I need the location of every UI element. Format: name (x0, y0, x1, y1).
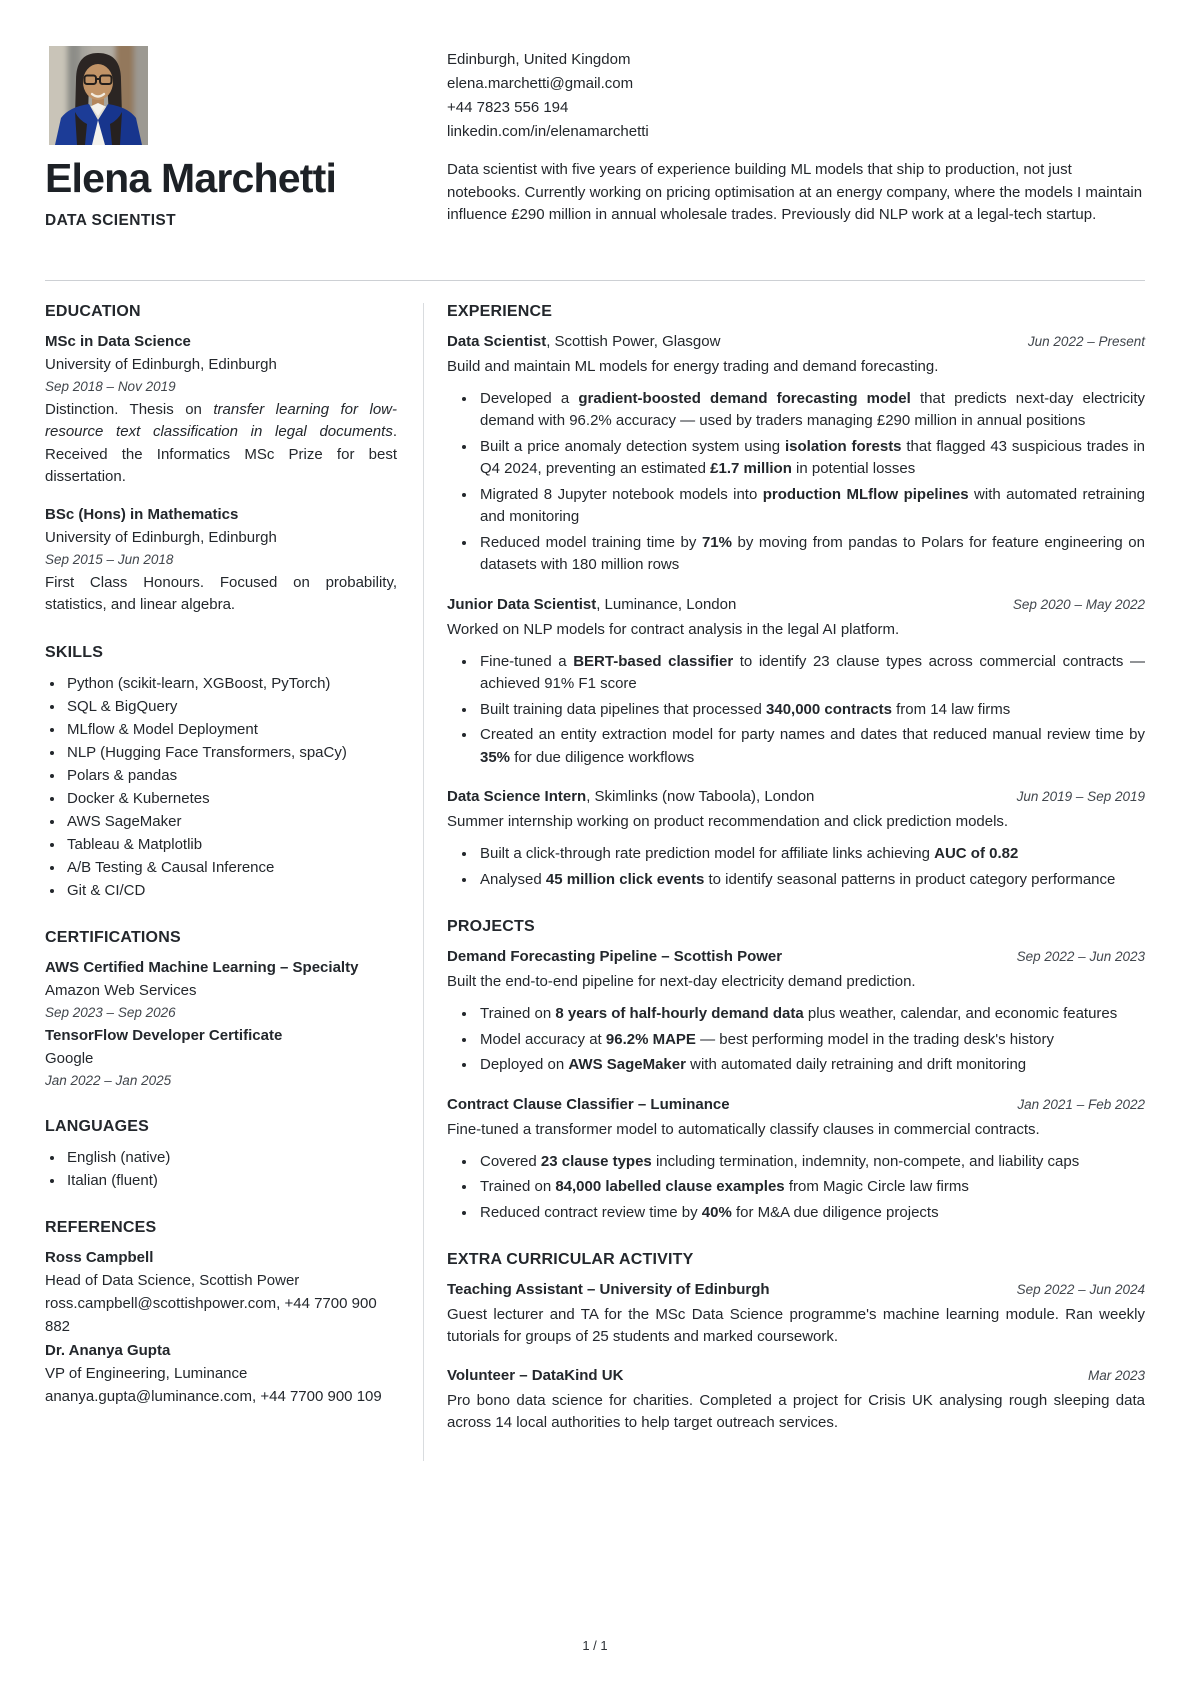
activity-title-line (447, 1279, 770, 1301)
header-divider (45, 280, 1145, 281)
section-projects (447, 918, 1145, 1224)
job-title: Data Scientist (447, 332, 547, 350)
bullet-item: • Reduced model training time by 71% by moving from pandas to Polars for feature engineering on datasets with 180 million rows (477, 532, 1145, 577)
page-number-indicator: 1 / 1 (582, 1638, 608, 1653)
project-title: Contract Clause Classifier – Luminance (447, 1095, 730, 1113)
experience-job (447, 594, 1145, 770)
job-bullet-list (447, 651, 1145, 770)
extra-curricular-item (447, 1365, 1145, 1434)
job-company: , Scottish Power, Glasgow (546, 332, 721, 350)
language-item: • English (native) (65, 1146, 397, 1169)
job-bullet-list (447, 388, 1145, 577)
certification-item (45, 957, 397, 1023)
reference-item (45, 1340, 397, 1408)
reference-name: Ross Campbell (45, 1248, 154, 1266)
reference-role: Head of Data Science, Scottish Power (45, 1271, 300, 1289)
section-languages (45, 1118, 397, 1192)
project-dates: Jan 2021 – Feb 2022 (1017, 1096, 1145, 1112)
bullet-item: • Trained on 84,000 labelled clause examples from Magic Circle law firms (477, 1176, 1145, 1199)
bullet-item: • Covered 23 clause types including termination, indemnity, non-compete, and liability caps (477, 1151, 1145, 1174)
activity-title: Volunteer – DataKind UK (447, 1367, 624, 1384)
project-header (447, 946, 1145, 968)
degree-title: MSc in Data Science (45, 332, 191, 350)
education-description: Distinction. Thesis on transfer learning for low-resource text classification in legal documents. Received the Informatics MSc Prize for best dissertation. (45, 400, 397, 485)
person-role-title: DATA SCIENTIST (45, 211, 177, 229)
activity-dates: Sep 2022 – Jun 2024 (1016, 1282, 1145, 1297)
skill-item: • SQL & BigQuery (65, 695, 397, 718)
skill-item: • Polars & pandas (65, 764, 397, 787)
reference-role: VP of Engineering, Luminance (45, 1364, 248, 1382)
job-summary: Worked on NLP models for contract analysis in the legal AI platform. (447, 620, 900, 638)
certification-org: Amazon Web Services (45, 981, 197, 999)
bullet-item: • Migrated 8 Jupyter notebook models into production MLflow pipelines with automated retraining and monitoring (477, 484, 1145, 529)
language-item: • Italian (fluent) (65, 1169, 397, 1192)
section-education (45, 303, 397, 617)
school-name: University of Edinburgh, Edinburgh (45, 528, 277, 546)
certifications-heading: CERTIFICATIONS (45, 928, 181, 946)
person-name: Elena Marchetti (45, 155, 337, 201)
right-column (423, 303, 1145, 1462)
job-summary: Summer internship working on product recommendation and click prediction models. (447, 813, 1009, 830)
education-item (45, 331, 397, 489)
activity-summary: Pro bono data science for charities. Completed a project for Crisis UK analysing rough sleeping data across 14 local authorities to help target outreach services. (447, 1392, 1145, 1431)
education-dates: Sep 2018 – Nov 2019 (45, 378, 176, 394)
activity-title: Teaching Assistant – University of Edinburgh (447, 1281, 770, 1298)
skill-item: • Tableau & Matplotlib (65, 833, 397, 856)
header (45, 46, 1145, 242)
project-bullet-list (447, 1151, 1145, 1225)
skill-item: • Git & CI/CD (65, 879, 397, 902)
job-dates: Jun 2022 – Present (1027, 333, 1145, 349)
projects-heading: PROJECTS (447, 918, 535, 935)
project-dates: Sep 2022 – Jun 2023 (1016, 949, 1145, 964)
reference-item (45, 1247, 397, 1338)
bullet-item: • Model accuracy at 96.2% MAPE — best performing model in the trading desk's history (477, 1029, 1145, 1052)
profile-summary: Data scientist with five years of experience building ML models that ship to production, not just notebooks. Currently working on pricing optimisation at an energy company, where the models I maintain influence £290 million in annual wholesale trades. Previously did NLP work at a legal-tech startup. (447, 161, 1143, 223)
project-summary: Built the end-to-end pipeline for next-day electricity demand prediction. (447, 973, 916, 990)
section-certifications (45, 929, 397, 1091)
project-item (447, 946, 1145, 1077)
reference-name: Dr. Ananya Gupta (45, 1341, 171, 1359)
header-right (397, 46, 1145, 242)
certification-org: Google (45, 1049, 94, 1067)
job-title-line (447, 594, 736, 616)
experience-heading: EXPERIENCE (447, 302, 553, 320)
job-company: , Skimlinks (now Taboola), London (586, 788, 815, 805)
job-header (447, 786, 1145, 808)
skills-heading: SKILLS (45, 643, 104, 661)
job-summary: Build and maintain ML models for energy trading and demand forecasting. (447, 357, 939, 375)
skill-item: • NLP (Hugging Face Transformers, spaCy) (65, 741, 397, 764)
job-dates: Jun 2019 – Sep 2019 (1016, 789, 1145, 804)
school-name: University of Edinburgh, Edinburgh (45, 355, 277, 373)
education-dates: Sep 2015 – Jun 2018 (45, 551, 174, 567)
job-title-line (447, 331, 720, 353)
bullet-item: • Built training data pipelines that processed 340,000 contracts from 14 law firms (477, 699, 1145, 722)
education-heading: EDUCATION (45, 302, 141, 320)
languages-list (45, 1146, 397, 1192)
skill-item: • Python (scikit-learn, XGBoost, PyTorch) (65, 672, 397, 695)
section-references (45, 1219, 397, 1408)
bullet-item: • Reduced contract review time by 40% for M&A due diligence projects (477, 1202, 1145, 1225)
extra-curricular-heading: EXTRA CURRICULAR ACTIVITY (447, 1251, 694, 1268)
project-item (447, 1094, 1145, 1225)
references-heading: REFERENCES (45, 1218, 157, 1236)
education-description: First Class Honours. Focused on probability, statistics, and linear algebra. (45, 573, 397, 613)
certification-dates: Jan 2022 – Jan 2025 (45, 1072, 172, 1088)
profile-photo (49, 46, 148, 145)
contact-phone: +44 7823 556 194 (447, 99, 569, 116)
project-header (447, 1094, 1145, 1116)
job-company: , Luminance, London (596, 595, 737, 613)
bullet-item: • Analysed 45 million click events to identify seasonal patterns in product category performance (477, 869, 1145, 892)
certification-name: AWS Certified Machine Learning – Specialty (45, 958, 359, 976)
contact-location: Edinburgh, United Kingdom (447, 51, 631, 68)
activity-header (447, 1279, 1145, 1301)
activity-title-line (447, 1365, 623, 1387)
project-title-line (447, 1094, 730, 1116)
bullet-item: • Deployed on AWS SageMaker with automated daily retraining and drift monitoring (477, 1054, 1145, 1077)
job-header (447, 331, 1145, 353)
contact-list (447, 48, 1145, 144)
job-title: Data Science Intern (447, 788, 587, 805)
job-bullet-list (447, 843, 1145, 891)
header-left (45, 46, 397, 242)
job-title-line (447, 786, 814, 808)
bullet-item: • Trained on 8 years of half-hourly demand data plus weather, calendar, and economic features (477, 1003, 1145, 1026)
certification-dates: Sep 2023 – Sep 2026 (45, 1004, 176, 1020)
project-title: Demand Forecasting Pipeline – Scottish Power (447, 948, 783, 965)
languages-heading: LANGUAGES (45, 1117, 150, 1135)
left-column (45, 303, 397, 1462)
project-bullet-list (447, 1003, 1145, 1077)
job-dates: Sep 2020 – May 2022 (1012, 596, 1145, 612)
job-title: Junior Data Scientist (447, 595, 597, 613)
activity-header (447, 1365, 1145, 1387)
job-header (447, 594, 1145, 616)
body-columns (45, 303, 1145, 1462)
skill-item: • A/B Testing & Causal Inference (65, 856, 397, 879)
skill-item: • Docker & Kubernetes (65, 787, 397, 810)
skill-item: • AWS SageMaker (65, 810, 397, 833)
bullet-item: • Fine-tuned a BERT-based classifier to identify 23 clause types across commercial contracts — achieved 91% F1 score (477, 651, 1145, 696)
section-experience (447, 303, 1145, 892)
bullet-item: • Built a price anomaly detection system using isolation forests that flagged 43 suspicious trades in Q4 2024, preventing an estimated £1.7 million in potential losses (477, 436, 1145, 481)
education-item (45, 504, 397, 617)
activity-dates: Mar 2023 (1087, 1368, 1145, 1383)
experience-job (447, 331, 1145, 577)
reference-contact: ross.campbell@scottishpower.com, +44 7700 900 882 (45, 1294, 377, 1335)
experience-job (447, 786, 1145, 891)
project-title-line (447, 946, 782, 968)
contact-linkedin: linkedin.com/in/elenamarchetti (447, 123, 649, 140)
reference-contact: ananya.gupta@luminance.com, +44 7700 900 109 (45, 1387, 382, 1405)
bullet-item: • Built a click-through rate prediction model for affiliate links achieving AUC of 0.82 (477, 843, 1145, 866)
extra-curricular-item (447, 1279, 1145, 1348)
skill-item: • MLflow & Model Deployment (65, 718, 397, 741)
section-extra-curricular (447, 1251, 1145, 1434)
certification-name: TensorFlow Developer Certificate (45, 1026, 283, 1044)
bullet-item: • Created an entity extraction model for party names and dates that reduced manual review time by 35% for due diligence workflows (477, 724, 1145, 769)
certification-item (45, 1025, 397, 1091)
person-face (83, 64, 113, 100)
activity-summary: Guest lecturer and TA for the MSc Data Science programme's machine learning module. Ran weekly tutorials for groups of 25 students and marked coursework. (447, 1306, 1145, 1345)
section-skills (45, 644, 397, 902)
bullet-item: • Developed a gradient-boosted demand forecasting model that predicts next-day electricity demand with 96.2% accuracy — used by traders managing £290 million in annual positions (477, 388, 1145, 433)
contact-email: elena.marchetti@gmail.com (447, 75, 634, 92)
project-summary: Fine-tuned a transformer model to automatically classify clauses in commercial contracts. (447, 1120, 1040, 1138)
skills-list (45, 672, 397, 902)
degree-title: BSc (Hons) in Mathematics (45, 505, 239, 523)
